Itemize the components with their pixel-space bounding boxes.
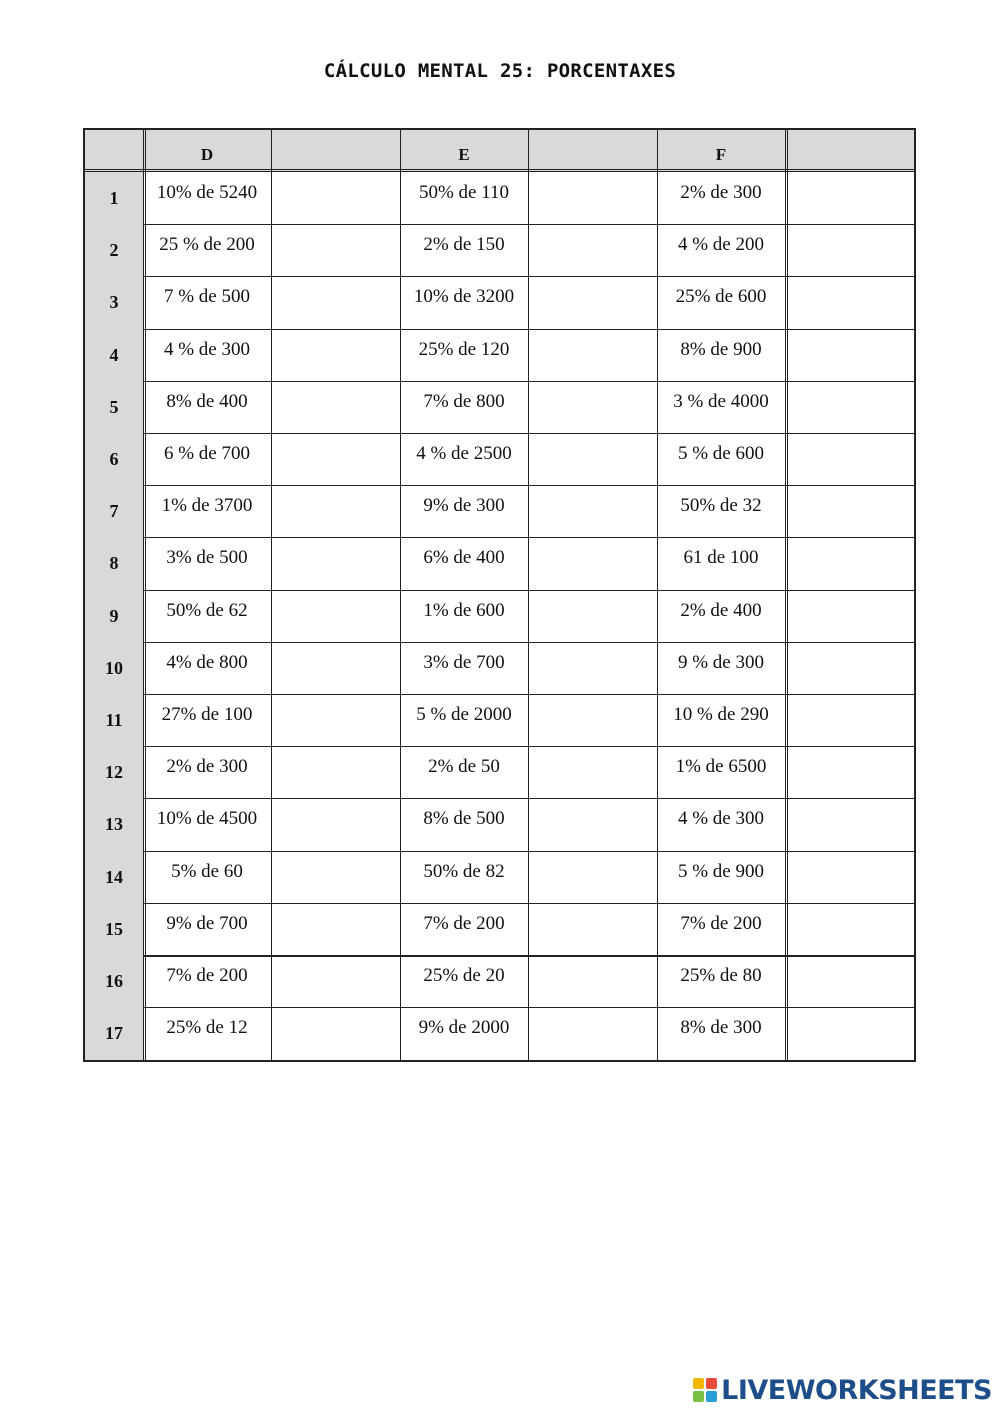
problem-cell: 7% de 200 (166, 965, 248, 986)
column-header-f: F (715, 145, 727, 164)
answer-field[interactable] (273, 174, 397, 222)
grid-horizontal-line (143, 903, 914, 904)
problem-cell: 1% de 3700 (161, 495, 253, 517)
answer-field[interactable] (273, 748, 397, 796)
problem-cell: 25% de 120 (418, 338, 510, 360)
answer-field[interactable] (787, 592, 911, 640)
row-number: 15 (105, 918, 123, 939)
row-number: 2 (109, 240, 119, 261)
column-header-d: D (200, 145, 214, 164)
problem-cell: 25% de 600 (675, 286, 767, 308)
grid-horizontal-line (143, 1007, 914, 1008)
answer-field[interactable] (530, 853, 654, 901)
answer-field[interactable] (787, 331, 911, 379)
problem-cell: 7% de 800 (423, 390, 505, 412)
answer-field[interactable] (530, 800, 654, 848)
answer-field[interactable] (273, 957, 397, 1005)
problem-cell: 8% de 900 (680, 338, 762, 360)
problem-cell: 5 % de 2000 (416, 704, 512, 725)
brand-name: LIVEWORKSHEETS (721, 1374, 992, 1406)
grid-horizontal-line (143, 485, 914, 486)
liveworksheets-logo (693, 1375, 992, 1405)
answer-field[interactable] (273, 278, 397, 326)
answer-field[interactable] (787, 957, 911, 1005)
grid-vertical-line (271, 130, 272, 1060)
grid-horizontal-line (143, 276, 914, 277)
problem-cell: 9% de 2000 (418, 1017, 510, 1039)
answer-field[interactable] (787, 174, 911, 222)
problem-cell: 4 % de 2500 (416, 443, 512, 464)
answer-field[interactable] (787, 644, 911, 692)
problem-cell: 2% de 300 (680, 182, 762, 203)
problem-cell: 25% de 80 (680, 965, 762, 986)
answer-field[interactable] (787, 905, 911, 953)
grid-horizontal-line (143, 537, 914, 538)
problem-cell: 8% de 300 (680, 1017, 762, 1039)
answer-field[interactable] (787, 1009, 911, 1057)
answer-field[interactable] (273, 696, 397, 744)
problem-cell: 4% de 800 (166, 651, 248, 673)
row-number: 6 (109, 449, 119, 469)
row-number: 1 (109, 188, 119, 208)
answer-field[interactable] (530, 644, 654, 692)
column-header-row (85, 130, 914, 172)
answer-field[interactable] (787, 696, 911, 744)
problem-cell: 3% de 700 (423, 651, 505, 673)
answer-field[interactable] (787, 383, 911, 431)
problem-cell: 9% de 300 (423, 495, 505, 517)
answer-field[interactable] (530, 435, 654, 483)
problem-cell: 2% de 400 (680, 599, 762, 621)
answer-field[interactable] (787, 435, 911, 483)
grid-horizontal-line (143, 851, 914, 852)
row-number: 9 (109, 605, 119, 626)
grid-horizontal-line (143, 329, 914, 330)
answer-field[interactable] (530, 331, 654, 379)
problem-cell: 1% de 600 (423, 599, 505, 621)
answer-field[interactable] (273, 800, 397, 848)
answer-field[interactable] (273, 905, 397, 953)
grid-horizontal-line (143, 694, 914, 695)
grid-horizontal-line (143, 642, 914, 643)
problem-cell: 4 % de 200 (677, 234, 764, 256)
answer-field[interactable] (530, 487, 654, 535)
answer-field[interactable] (530, 383, 654, 431)
problem-cell: 6 % de 700 (163, 443, 250, 464)
answer-field[interactable] (273, 539, 397, 587)
answer-field[interactable] (530, 748, 654, 796)
grid-horizontal-line (143, 433, 914, 434)
problem-cell: 8% de 500 (423, 808, 505, 830)
problem-cell: 2% de 50 (428, 756, 500, 778)
problem-cell: 5 % de 600 (677, 443, 764, 464)
problem-cell: 50% de 110 (418, 182, 510, 203)
problem-cell: 9% de 700 (166, 912, 248, 934)
answer-field[interactable] (530, 592, 654, 640)
problem-cell: 25% de 12 (166, 1017, 248, 1039)
answer-field[interactable] (530, 174, 654, 222)
answer-field[interactable] (530, 905, 654, 953)
answer-field[interactable] (530, 539, 654, 587)
grid-horizontal-line (143, 798, 914, 799)
problem-cell: 3 % de 4000 (673, 390, 769, 412)
problem-cell: 50% de 62 (166, 599, 248, 621)
answer-field[interactable] (787, 539, 911, 587)
problem-cell: 4 % de 300 (677, 808, 764, 830)
grid-horizontal-line (143, 590, 914, 591)
problem-cell: 50% de 82 (423, 860, 505, 882)
answer-field[interactable] (273, 487, 397, 535)
liveworksheets-mark-icon (693, 1378, 717, 1402)
grid-horizontal-line (143, 224, 914, 225)
answer-field[interactable] (530, 278, 654, 326)
row-number: 14 (105, 866, 123, 887)
answer-field[interactable] (530, 1009, 654, 1057)
answer-field[interactable] (273, 592, 397, 640)
problem-cell: 25% de 20 (423, 965, 505, 986)
row-number: 4 (109, 344, 119, 365)
problem-cell: 7% de 200 (423, 912, 505, 934)
answer-field[interactable] (530, 957, 654, 1005)
row-number: 11 (105, 710, 123, 730)
row-number: 16 (105, 971, 123, 991)
problem-cell: 10% de 3200 (413, 286, 515, 308)
answer-field[interactable] (273, 1009, 397, 1057)
problem-cell: 10% de 4500 (156, 808, 258, 830)
problem-cell: 4 % de 300 (163, 338, 250, 360)
problem-cell: 61 de 100 (683, 547, 759, 569)
row-number: 3 (109, 292, 119, 313)
row-number: 5 (109, 396, 119, 417)
problem-cell: 27% de 100 (161, 704, 253, 725)
grid-horizontal-line (143, 381, 914, 382)
row-number: 13 (105, 814, 123, 835)
problem-cell: 6% de 400 (423, 547, 505, 569)
problem-cell: 50% de 32 (680, 495, 762, 517)
answer-field[interactable] (530, 696, 654, 744)
answer-field[interactable] (530, 226, 654, 274)
problem-cell: 7 % de 500 (163, 286, 250, 308)
row-number: 8 (109, 553, 119, 574)
problem-cell: 10 % de 290 (673, 704, 769, 725)
page-title: CÁLCULO MENTAL 25: PORCENTAXES (323, 60, 677, 82)
problem-cell: 1% de 6500 (675, 756, 767, 778)
answer-field[interactable] (787, 800, 911, 848)
problem-cell: 3% de 500 (166, 547, 248, 569)
answer-field[interactable] (787, 226, 911, 274)
answer-field[interactable] (273, 226, 397, 274)
row-number: 12 (105, 762, 123, 783)
problem-cell: 2% de 150 (423, 234, 505, 256)
row-number: 10 (105, 657, 123, 678)
answer-field[interactable] (787, 278, 911, 326)
problem-cell: 25 % de 200 (159, 234, 255, 256)
grid-vertical-line (528, 130, 529, 1060)
answer-field[interactable] (787, 487, 911, 535)
problem-cell: 5% de 60 (171, 860, 243, 882)
answer-field[interactable] (273, 331, 397, 379)
problem-cell: 8% de 400 (166, 390, 248, 412)
problem-cell: 7% de 200 (680, 912, 762, 934)
problem-cell: 9 % de 300 (677, 651, 764, 673)
problem-cell: 10% de 5240 (156, 182, 258, 203)
row-number: 7 (109, 501, 119, 522)
exercise-table (83, 128, 916, 1062)
answer-field[interactable] (273, 853, 397, 901)
problem-cell: 2% de 300 (166, 756, 248, 778)
problem-cell: 5 % de 900 (677, 860, 764, 882)
grid-horizontal-line (143, 746, 914, 747)
row-number: 17 (105, 1023, 123, 1044)
answer-field[interactable] (787, 748, 911, 796)
answer-field[interactable] (273, 644, 397, 692)
answer-field[interactable] (273, 435, 397, 483)
column-header-e: E (458, 145, 470, 164)
answer-field[interactable] (787, 853, 911, 901)
answer-field[interactable] (273, 383, 397, 431)
